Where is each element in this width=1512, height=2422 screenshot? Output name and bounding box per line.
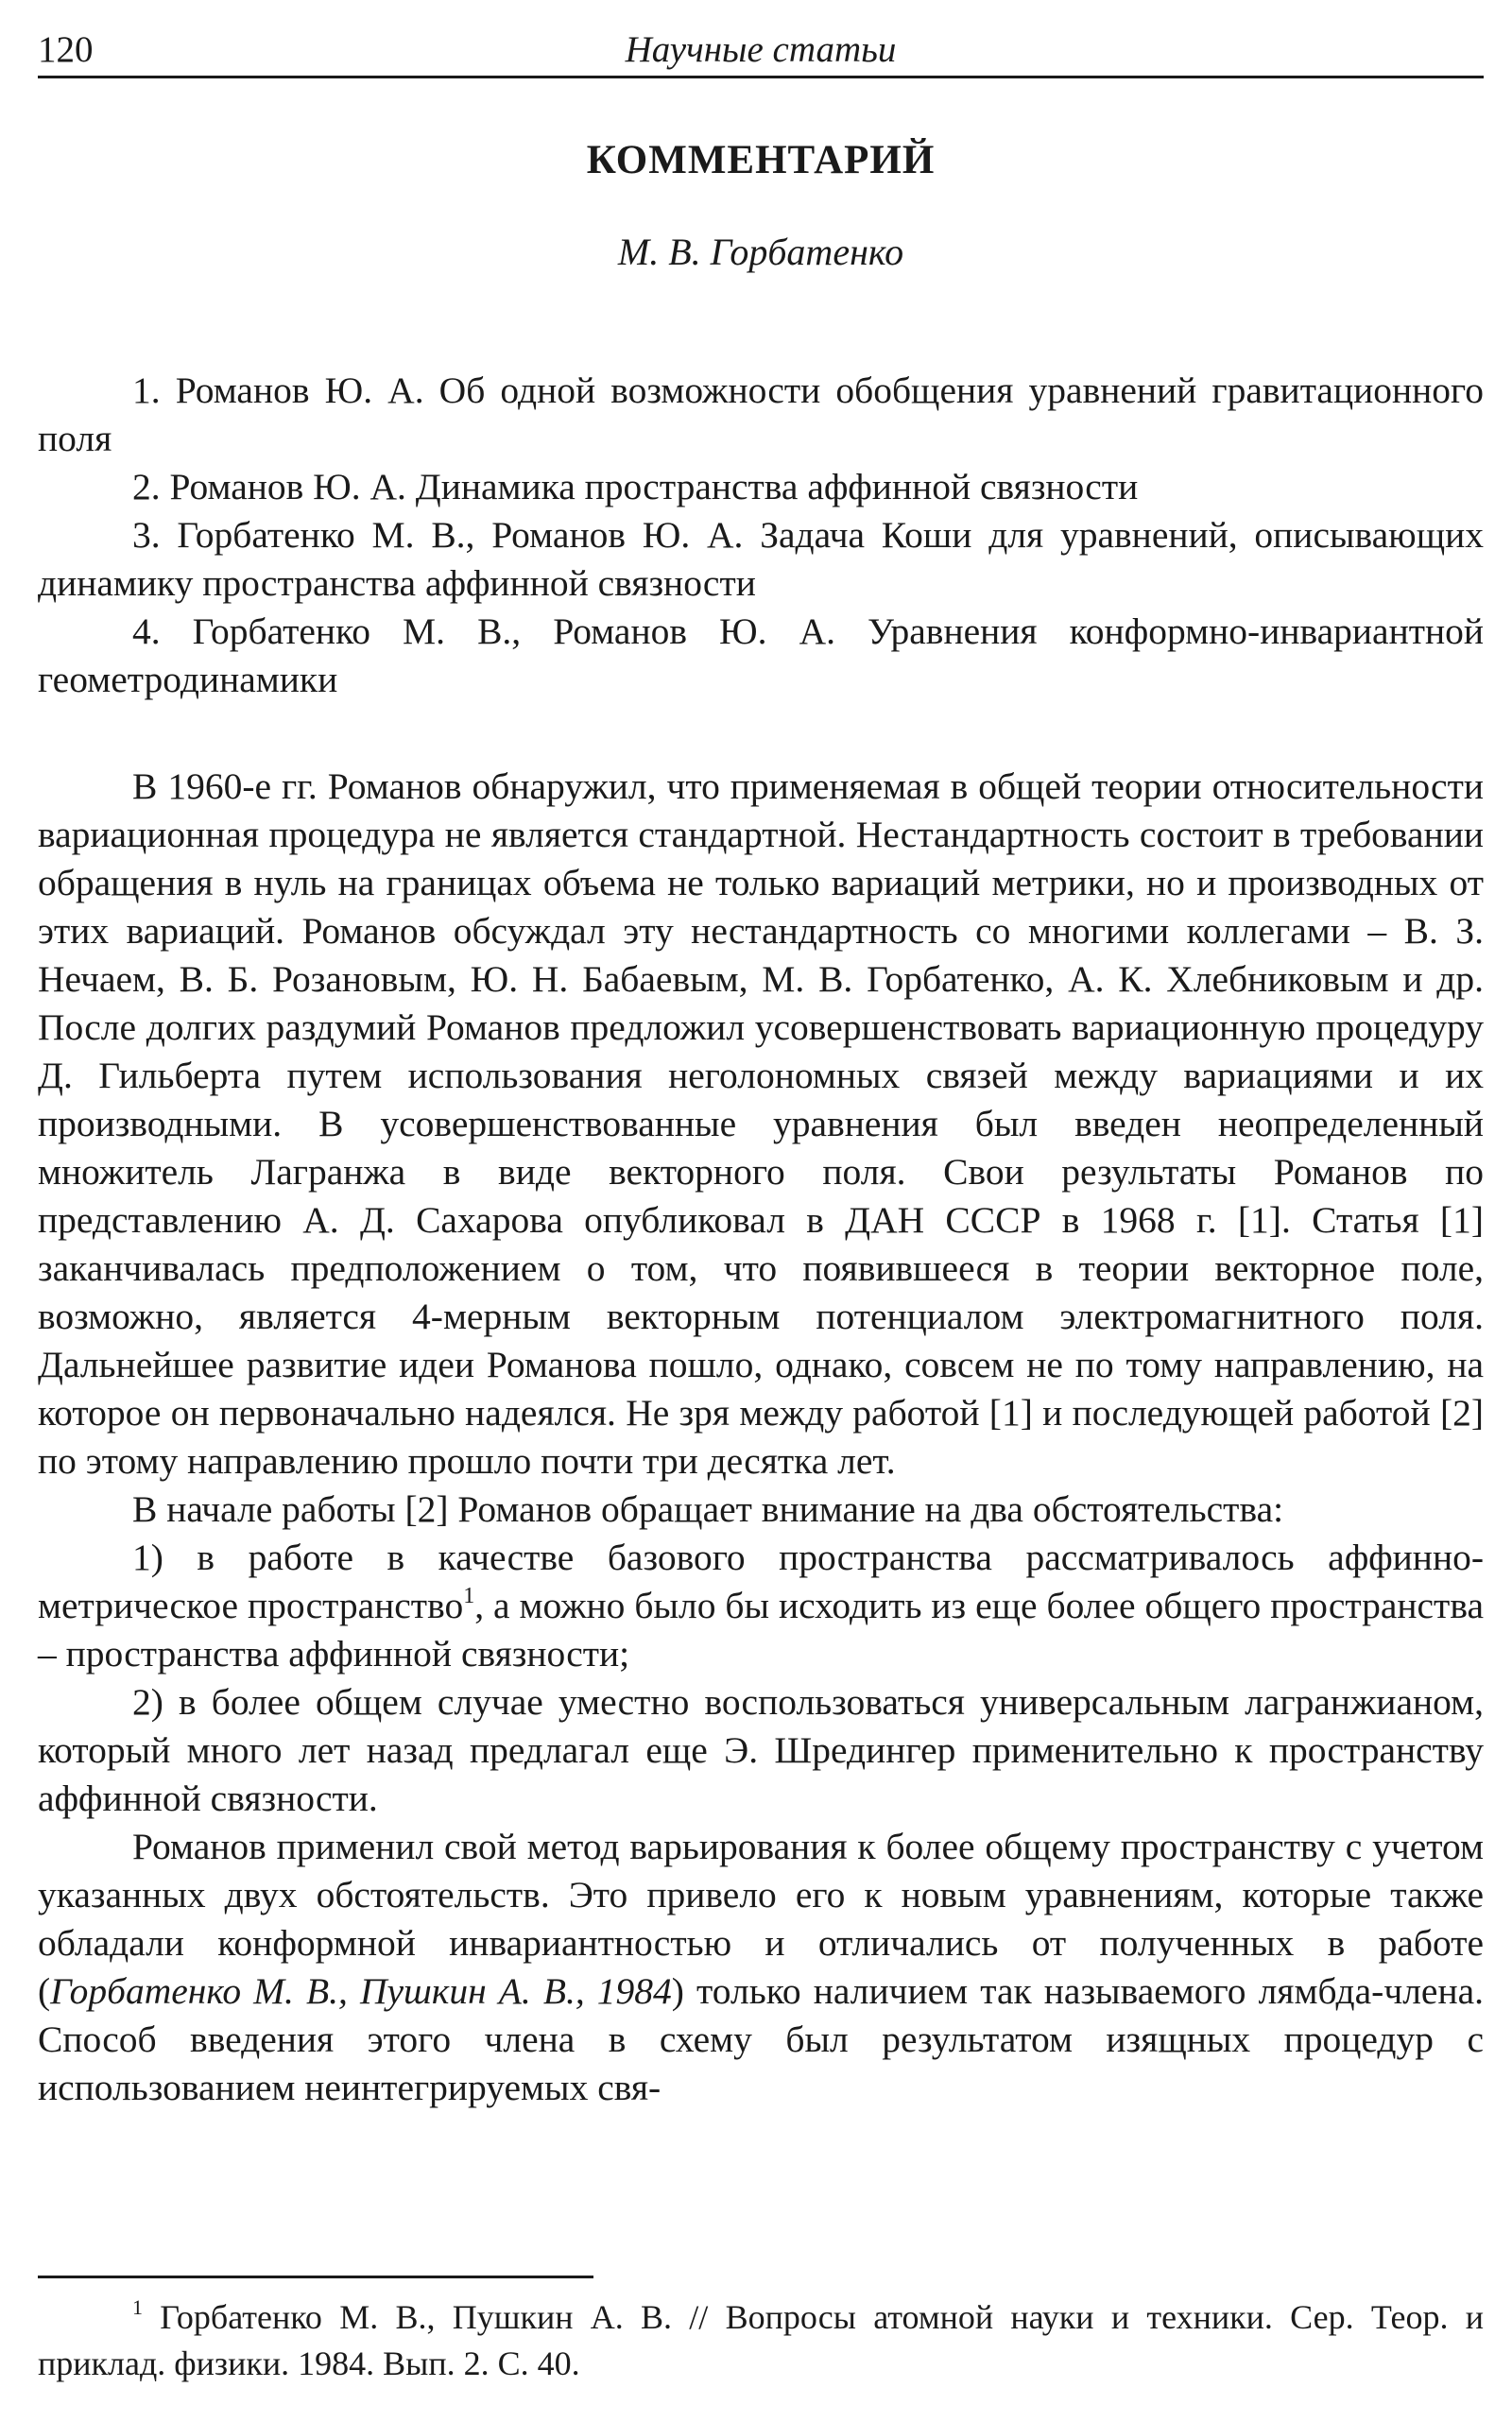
page-number: 120: [38, 29, 94, 70]
article-body: [38, 763, 1484, 2112]
article-title: КОММЕНТАРИЙ: [586, 138, 936, 182]
footnotes: [38, 2294, 1484, 2387]
page: [38, 0, 1484, 2422]
footnote: [38, 2294, 1484, 2387]
paragraph-text: , а можно было бы исходить из еще более общего пространства – пространства аффинной связности;: [38, 1585, 1484, 1675]
paragraph: 2) в более общем случае уместно воспользоваться универсальным лагранжианом, который много лет назад предлагал еще Э. Шредингер применительно к пространству аффинной связности.: [38, 1681, 1484, 1819]
reference-item: 1. Романов Ю. А. Об одной возможности обобщения уравнений гравитационного поля: [38, 369, 1484, 459]
reference-list: [38, 367, 1484, 704]
footnote-text: Горбатенко М. В., Пушкин А. В. // Вопросы атомной науки и техники. Сер. Теор. и приклад. физики. 1984. Вып. 2. С. 40.: [38, 2298, 1484, 2382]
reference-item: 2. Романов Ю. А. Динамика пространства аффинной связности: [132, 466, 1139, 507]
paragraph: [38, 1823, 1484, 2112]
citation: Горбатенко М. В., Пушкин А. В., 1984: [50, 1970, 672, 2012]
header-rule: [38, 76, 1484, 78]
paragraph: В 1960-е гг. Романов обнаружил, что применяемая в общей теории относительности вариационная процедура не является стандартной. Нестандартность состоит в требовании обращения в нуль на границах объема не только вариаций метрики, но и производных от этих вариаций. Романов обсуждал эту нестандартность со многими коллегами – В. З. Нечаем, В. Б. Розановым, Ю. Н. Бабаевым, М. В. Горбатенко, А. К. Хлебниковым и др. После долгих раздумий Романов предложил усовершенствовать вариационную процедуру Д. Гильберта путем использования неголономных связей между вариациями и их производными. В усовершенствованные уравнения был введен неопределенный множитель Лагранжа в виде векторного поля. Свои результаты Романов по представлению А. Д. Сахарова опубликовал в ДАН СССР в 1968 г. [1]. Статья [1] заканчивалась предположением о том, что появившееся в теории векторное поле, возможно, является 4-мерным векторным потенциалом электромагнитного поля. Дальнейшее развитие идеи Романова пошло, однако, совсем не по тому направлению, на которое он первоначально надеялся. Не зря между работой [1] и последующей работой [2] по этому направлению прошло почти три десятка лет.: [38, 765, 1484, 1482]
footnote-ref: 1: [463, 1584, 475, 1608]
running-head: [38, 28, 1484, 76]
reference-item: 3. Горбатенко М. В., Романов Ю. А. Задача Коши для уравнений, описывающих динамику пространства аффинной связности: [38, 514, 1484, 604]
paragraph-text: 1) в работе в качестве базового пространства рассматривалось аффинно-метрическое пространство: [38, 1537, 1484, 1626]
paragraph-text: ) только наличием так называемого лямбда-члена. Способ введения этого члена в схему был результатом изящных процедур с использованием неинтегрируемых свя-: [38, 1970, 1484, 2108]
article-author: М. В. Горбатенко: [617, 231, 904, 273]
section-title: Научные статьи: [625, 29, 897, 70]
paragraph: В начале работы [2] Романов обращает внимание на два обстоятельства:: [132, 1488, 1284, 1530]
paragraph-text: Романов применил свой метод варьирования к более общему пространству с учетом указанных двух обстоятельств. Это привело его к новым уравнениям, которые также обладали конформной инвариантностью и отличались от полученных в работе (: [38, 1826, 1484, 2012]
paragraph: [38, 1534, 1484, 1678]
footnote-mark: 1: [132, 2295, 143, 2319]
reference-item: 4. Горбатенко М. В., Романов Ю. А. Уравнения конформно-инвариантной геометродинамики: [38, 610, 1484, 700]
footnote-rule: [38, 2276, 593, 2278]
